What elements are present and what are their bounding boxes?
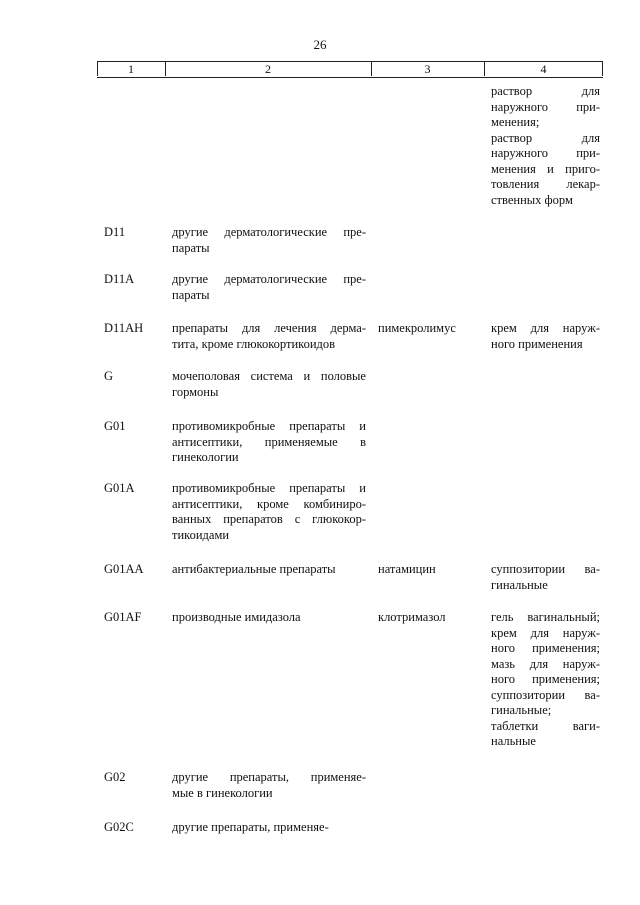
anatomical-therapeutic-name-line: тита, кроме глюкокортикоидов [172, 336, 336, 351]
anatomical-therapeutic-name-line: другие препараты, применяе- [172, 770, 366, 784]
table-header [97, 61, 603, 78]
header-divider [165, 61, 166, 76]
anatomical-therapeutic-name-line: другие дерматологические пре- [172, 225, 366, 239]
dosage-form-line: гель вагинальный; [491, 610, 600, 624]
continued-dosage-forms-line: раствор для [491, 130, 600, 145]
dosage-form-line: гинальные [491, 577, 548, 592]
continued-dosage-forms [491, 84, 600, 208]
anatomical-therapeutic-name-line: другие дерматологические пре- [172, 272, 366, 286]
continued-dosage-forms-line: менения; [491, 115, 540, 129]
continued-dosage-forms-line: наружного при- [491, 146, 600, 160]
medicinal-substance: клотримазол [378, 610, 446, 624]
medicinal-substance: пимекролимус [378, 321, 456, 335]
continued-dosage-forms-line: раствор для [491, 84, 600, 98]
dosage-form-line: нальные [491, 734, 536, 748]
dosage-form [491, 321, 600, 352]
anatomical-therapeutic-name [172, 419, 366, 466]
atc-code: G02C [104, 820, 134, 834]
anatomical-therapeutic-name [172, 820, 366, 836]
anatomical-therapeutic-name-line: ванных препаратов с глюкокор- [172, 512, 366, 526]
continued-dosage-forms-line: менения и приго- [491, 161, 600, 176]
anatomical-therapeutic-name-line: мые в гинекологии [172, 785, 273, 800]
anatomical-therapeutic-name [172, 481, 366, 543]
atc-code: G01AF [104, 610, 142, 624]
atc-code: G01A [104, 481, 135, 495]
dosage-form-line: крем для наруж- [491, 321, 600, 335]
anatomical-therapeutic-name-line: противомикробные препараты и [172, 419, 366, 433]
atc-code: D11 [104, 225, 126, 239]
anatomical-therapeutic-name-line: другие препараты, применяе- [172, 820, 329, 834]
anatomical-therapeutic-name-line: антисептики, кроме комбиниро- [172, 496, 366, 511]
dosage-form [491, 562, 600, 593]
dosage-form-line: таблетки ваги- [491, 718, 600, 733]
anatomical-therapeutic-name [172, 225, 366, 256]
continued-dosage-forms-line: ственных форм [491, 192, 573, 207]
dosage-form-line: суппозитории ва- [491, 562, 600, 576]
header-divider [97, 61, 98, 76]
dosage-form-line: ного применения [491, 336, 583, 351]
atc-code: G01 [104, 419, 126, 433]
header-col-4: 4 [540, 62, 547, 76]
continued-dosage-forms-line: товления лекар- [491, 177, 600, 191]
anatomical-therapeutic-name [172, 770, 366, 801]
medicinal-substance: натамицин [378, 562, 436, 576]
anatomical-therapeutic-name-line: антисептики, применяемые в [172, 434, 366, 449]
dosage-form-line: крем для наруж- [491, 625, 600, 640]
atc-code: G02 [104, 770, 126, 784]
anatomical-therapeutic-name [172, 562, 366, 578]
anatomical-therapeutic-name-line: противомикробные препараты и [172, 481, 366, 495]
dosage-form-line: мазь для наруж- [491, 656, 600, 671]
header-col-3: 3 [424, 62, 431, 76]
anatomical-therapeutic-name [172, 321, 366, 352]
anatomical-therapeutic-name-line: производные имидазола [172, 610, 301, 624]
header-col-2: 2 [265, 62, 271, 76]
anatomical-therapeutic-name-line: антибактериальные препараты [172, 562, 336, 576]
dosage-form-line: ного применения; [491, 672, 600, 686]
anatomical-therapeutic-name-line: параты [172, 240, 210, 255]
header-col-1: 1 [128, 62, 134, 76]
header-divider [602, 61, 603, 76]
dosage-form-line: ного применения; [491, 641, 600, 655]
anatomical-therapeutic-name [172, 369, 366, 400]
anatomical-therapeutic-name-line: гормоны [172, 384, 219, 399]
anatomical-therapeutic-name-line: параты [172, 287, 210, 302]
anatomical-therapeutic-name-line: тикоидами [172, 527, 230, 542]
anatomical-therapeutic-name [172, 272, 366, 303]
anatomical-therapeutic-name-line: мочеполовая система и половые [172, 369, 366, 383]
atc-code: G [104, 369, 114, 383]
atc-code: G01AA [104, 562, 144, 576]
anatomical-therapeutic-name-line: препараты для лечения дерма- [172, 321, 366, 335]
anatomical-therapeutic-name [172, 610, 366, 626]
page-number: 26 [313, 37, 327, 52]
continued-dosage-forms-line: наружного при- [491, 99, 600, 114]
anatomical-therapeutic-name-line: гинекологии [172, 450, 239, 464]
header-divider [371, 61, 372, 76]
atc-code: D11AH [104, 321, 144, 335]
dosage-form-line: суппозитории ва- [491, 687, 600, 702]
dosage-form [491, 610, 600, 750]
atc-code: D11A [104, 272, 135, 286]
dosage-form-line: гинальные; [491, 703, 552, 717]
header-divider [484, 61, 485, 76]
